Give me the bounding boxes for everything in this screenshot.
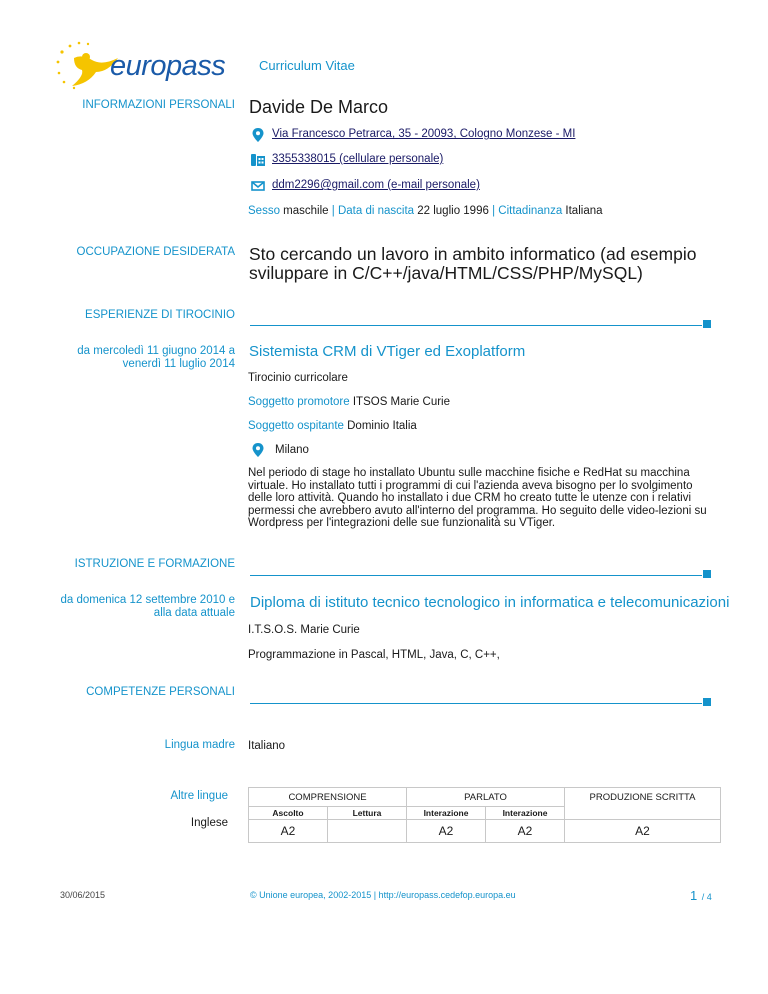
footer-page xyxy=(690,887,712,905)
promoter-value: ITSOS Marie Curie xyxy=(352,396,450,408)
section-marker xyxy=(703,570,711,578)
internship-date xyxy=(77,345,235,371)
occupation-text xyxy=(249,245,696,283)
email-icon xyxy=(251,179,265,193)
nationality-value: Italiana xyxy=(565,205,603,217)
section-divider xyxy=(250,325,702,326)
phone-link[interactable]: 3355338015 (cellulare personale) xyxy=(272,153,444,165)
education-subjects: Programmazione in Pascal, HTML, Java, C, C++, xyxy=(248,649,500,661)
section-divider xyxy=(250,703,702,704)
birth-value: 22 luglio 1996 xyxy=(417,205,489,217)
date-line: venerdì 11 luglio 2014 xyxy=(122,358,235,370)
section-label-internship: ESPERIENZE DI TIROCINIO xyxy=(85,309,235,321)
date-line: da domenica 12 settembre 2010 e xyxy=(60,594,235,606)
phone-icon xyxy=(251,153,265,167)
description-line: virtuale. Ho installato tutti i programmi di cui l'azienda aveva bisogno per lo svolgimento xyxy=(248,479,693,492)
production-level: A2 xyxy=(486,820,565,843)
writing-level: A2 xyxy=(565,820,721,843)
occupation-line: Sto cercando un lavoro in ambito informatico (ad esempio xyxy=(249,244,697,264)
speaking-header: PARLATO xyxy=(407,788,565,807)
separator: | xyxy=(492,205,496,217)
writing-header: PRODUZIONE SCRITTA xyxy=(565,788,721,820)
doc-title: Curriculum Vitae xyxy=(259,58,355,73)
sex-label: Sesso xyxy=(248,205,280,217)
page-total: / 4 xyxy=(701,892,712,902)
personal-details xyxy=(248,205,603,218)
interaction-header: Interazione xyxy=(407,807,486,820)
description-line: Wordpress per l'integrazioni delle sue funzionalità su VTiger. xyxy=(248,517,556,529)
logo-text: europass xyxy=(110,50,226,82)
section-label-personal: INFORMAZIONI PERSONALI xyxy=(82,99,235,111)
section-marker xyxy=(703,320,711,328)
comprehension-header: COMPRENSIONE xyxy=(249,788,407,807)
email-link[interactable]: ddm2296@gmail.com (e-mail personale) xyxy=(272,179,480,191)
date-line: alla data attuale xyxy=(153,607,235,619)
other-languages-label: Altre lingue xyxy=(170,790,228,802)
description-line: permessi che avrebbero avuto all'interno del programma. Ho seguito delle video-lezioni su xyxy=(248,504,707,517)
education-date xyxy=(60,594,235,620)
language-table xyxy=(248,787,721,843)
promoter-label: Soggetto promotore xyxy=(248,396,350,408)
person-name: Davide De Marco xyxy=(249,97,389,117)
reading-header: Lettura xyxy=(328,807,407,820)
host-value: Dominio Italia xyxy=(347,420,417,432)
birth-label: Data di nascita xyxy=(337,205,415,217)
section-label-occupation: OCCUPAZIONE DESIDERATA xyxy=(76,246,235,258)
description-line: delle loro attività. Quando ho installato i due CRM ho creato tutte le utenze con i relativi xyxy=(248,492,691,504)
description-line: Nel periodo di stage ho installato Ubuntu sulle macchine fisiche e RedHat su macchina xyxy=(248,467,690,479)
mother-tongue-label: Lingua madre xyxy=(164,739,235,751)
occupation-line: sviluppare in C/C++/java/HTML/CSS/PHP/MySQL) xyxy=(249,263,643,283)
reading-level xyxy=(328,820,407,843)
internship-description xyxy=(248,467,707,530)
section-label-education: ISTRUZIONE E FORMAZIONE xyxy=(74,558,235,570)
location-icon xyxy=(251,128,265,142)
production-header: Interazione xyxy=(486,807,565,820)
internship-promoter xyxy=(248,396,450,409)
separator: | xyxy=(331,205,335,217)
education-school: I.T.S.O.S. Marie Curie xyxy=(248,624,360,636)
sex-value: maschile xyxy=(283,205,329,217)
address-link[interactable]: Via Francesco Petrarca, 35 - 20093, Cologno Monzese - MI xyxy=(272,128,576,140)
section-marker xyxy=(703,698,711,706)
section-label-skills: COMPETENZE PERSONALI xyxy=(86,686,235,698)
host-label: Soggetto ospitante xyxy=(248,420,344,432)
section-divider xyxy=(250,575,702,576)
page-number: 1 xyxy=(690,888,698,903)
internship-host xyxy=(248,420,417,433)
location-icon xyxy=(251,443,265,457)
interaction-level: A2 xyxy=(407,820,486,843)
internship-title: Sistemista CRM di VTiger ed Exoplatform xyxy=(249,343,526,360)
internship-type: Tirocinio curricolare xyxy=(248,372,348,384)
mother-tongue-value: Italiano xyxy=(248,740,286,752)
footer-date: 30/06/2015 xyxy=(60,890,106,900)
language-name: Inglese xyxy=(190,817,228,829)
date-line: da mercoledì 11 giugno 2014 a xyxy=(77,345,235,357)
listening-header: Ascolto xyxy=(249,807,328,820)
europass-logo xyxy=(52,40,227,92)
internship-location: Milano xyxy=(275,444,309,456)
nationality-label: Cittadinanza xyxy=(498,205,563,217)
language-row xyxy=(249,820,721,843)
education-title: Diploma di istituto tecnico tecnologico in informatica e telecomunicazioni xyxy=(250,594,730,611)
footer-copyright: © Unione europea, 2002-2015 | http://europass.cedefop.europa.eu xyxy=(250,890,516,900)
listening-level: A2 xyxy=(249,820,328,843)
